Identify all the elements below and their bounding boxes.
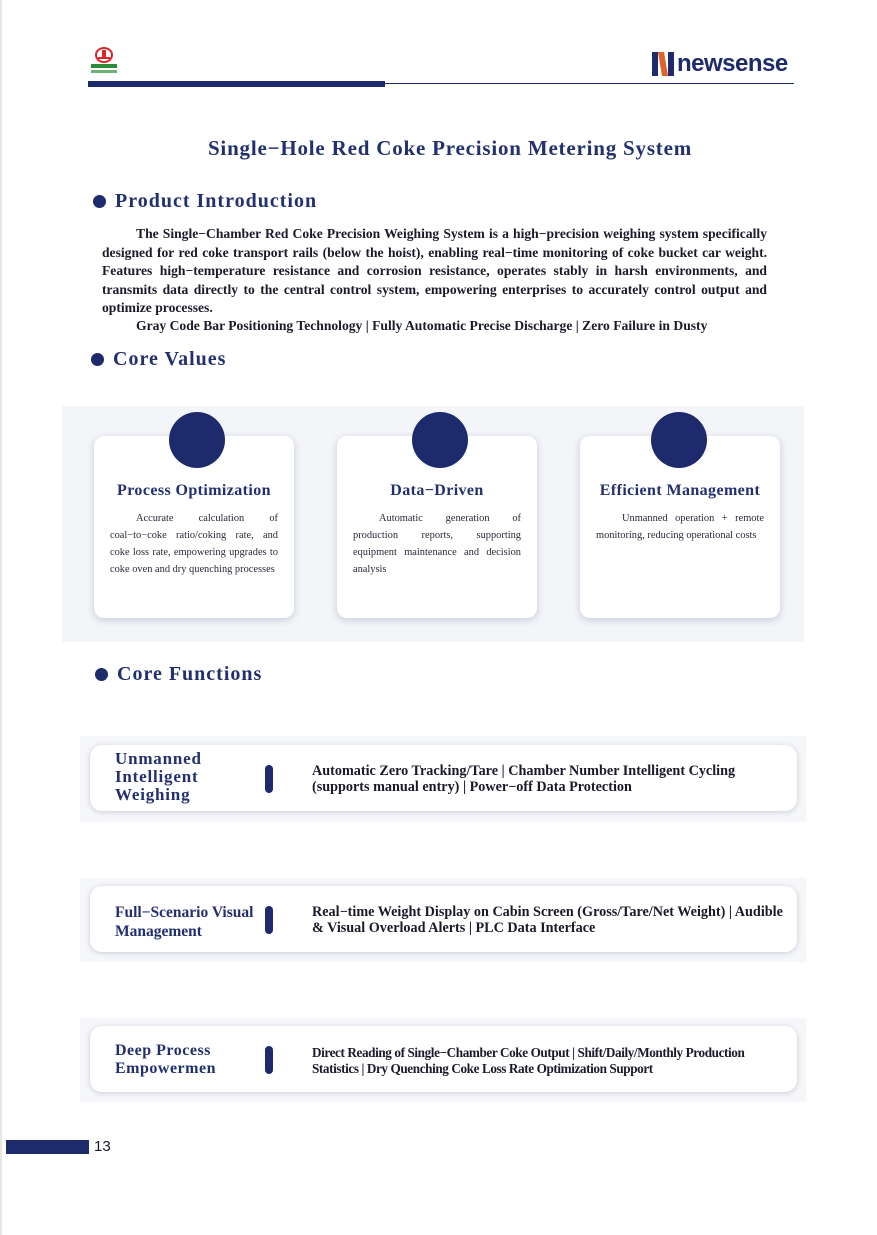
function-card-unmanned-weighing bbox=[90, 745, 797, 811]
intro-body: The Single−Chamber Red Coke Precision Weighing System is a high−precision weighing system specifically designed for red coke transport rails (below the hoist), enabling real−time monitoring of coke bucket car weight. Features high−temperature resistance and corrosion resistance, operates stably in harsh environments, and transmits data directly to the central control system, empowering enterprises to accurately control output and optimize processes. bbox=[102, 226, 767, 316]
value-card-desc: Unmanned operation + remote monitoring, reducing operational costs bbox=[596, 513, 764, 541]
section-heading: Product Introduction bbox=[115, 190, 318, 212]
value-card-title: Efficient Management bbox=[599, 482, 761, 499]
section-product-introduction bbox=[93, 190, 317, 213]
section-core-values bbox=[91, 348, 226, 371]
function-card-visual-management bbox=[90, 886, 797, 952]
intro-tagline: Gray Code Bar Positioning Technology | Fully Automatic Precise Discharge | Zero Failure in Dusty bbox=[136, 318, 708, 333]
value-card-desc: Automatic generation of production reports, supporting equipment maintenance and decision analysis bbox=[353, 513, 521, 575]
bullet-icon bbox=[95, 668, 108, 681]
page-edge-shadow bbox=[0, 0, 2, 1235]
header-accent-bar bbox=[88, 81, 385, 87]
value-card-desc: Accurate calculation of coal−to−coke ratio/coking rate, and coke loss rate, empowering upgrades to coke oven and dry quenching processes bbox=[110, 513, 278, 575]
value-circle-icon bbox=[412, 412, 468, 468]
function-divider-bar bbox=[265, 765, 273, 793]
function-desc: Direct Reading of Single−Chamber Coke Output | Shift/Daily/Monthly Production Statistics | Dry Quenching Coke Loss Rate Optimization Support bbox=[312, 1045, 745, 1076]
function-divider-bar bbox=[265, 1046, 273, 1074]
page-number: 13 bbox=[94, 1138, 111, 1155]
value-circle-icon bbox=[169, 412, 225, 468]
function-card-process-empowerment bbox=[90, 1026, 797, 1092]
function-desc: Automatic Zero Tracking/Tare | Chamber Number Intelligent Cycling (supports manual entry) | Power−off Data Protection bbox=[312, 763, 736, 795]
company-logo bbox=[88, 46, 120, 76]
value-card-title: Process Optimization bbox=[117, 482, 271, 499]
value-circle-icon bbox=[651, 412, 707, 468]
document-title: Single−Hole Red Coke Precision Metering System bbox=[207, 136, 693, 160]
section-core-functions bbox=[95, 663, 262, 686]
value-card-title: Data−Driven bbox=[390, 482, 484, 499]
function-desc: Real−time Weight Display on Cabin Screen (Gross/Tare/Net Weight) | Audible & Visual Overload Alerts | PLC Data Interface bbox=[312, 904, 783, 936]
newsense-mark-icon bbox=[652, 52, 674, 76]
intro-paragraph bbox=[102, 225, 767, 318]
function-name: Unmanned Intelligent Weighing bbox=[115, 749, 202, 804]
brand-name: newsense bbox=[677, 50, 788, 77]
section-heading: Core Functions bbox=[117, 663, 263, 685]
footer-accent-bar bbox=[6, 1140, 89, 1154]
function-name: Deep Process Empowermen bbox=[115, 1042, 216, 1077]
function-divider-bar bbox=[265, 906, 273, 934]
bullet-icon bbox=[91, 353, 104, 366]
newsense-logo bbox=[652, 50, 788, 78]
function-name: Full−Scenario Visual Management bbox=[115, 904, 254, 940]
bullet-icon bbox=[93, 195, 106, 208]
section-heading: Core Values bbox=[113, 348, 227, 370]
